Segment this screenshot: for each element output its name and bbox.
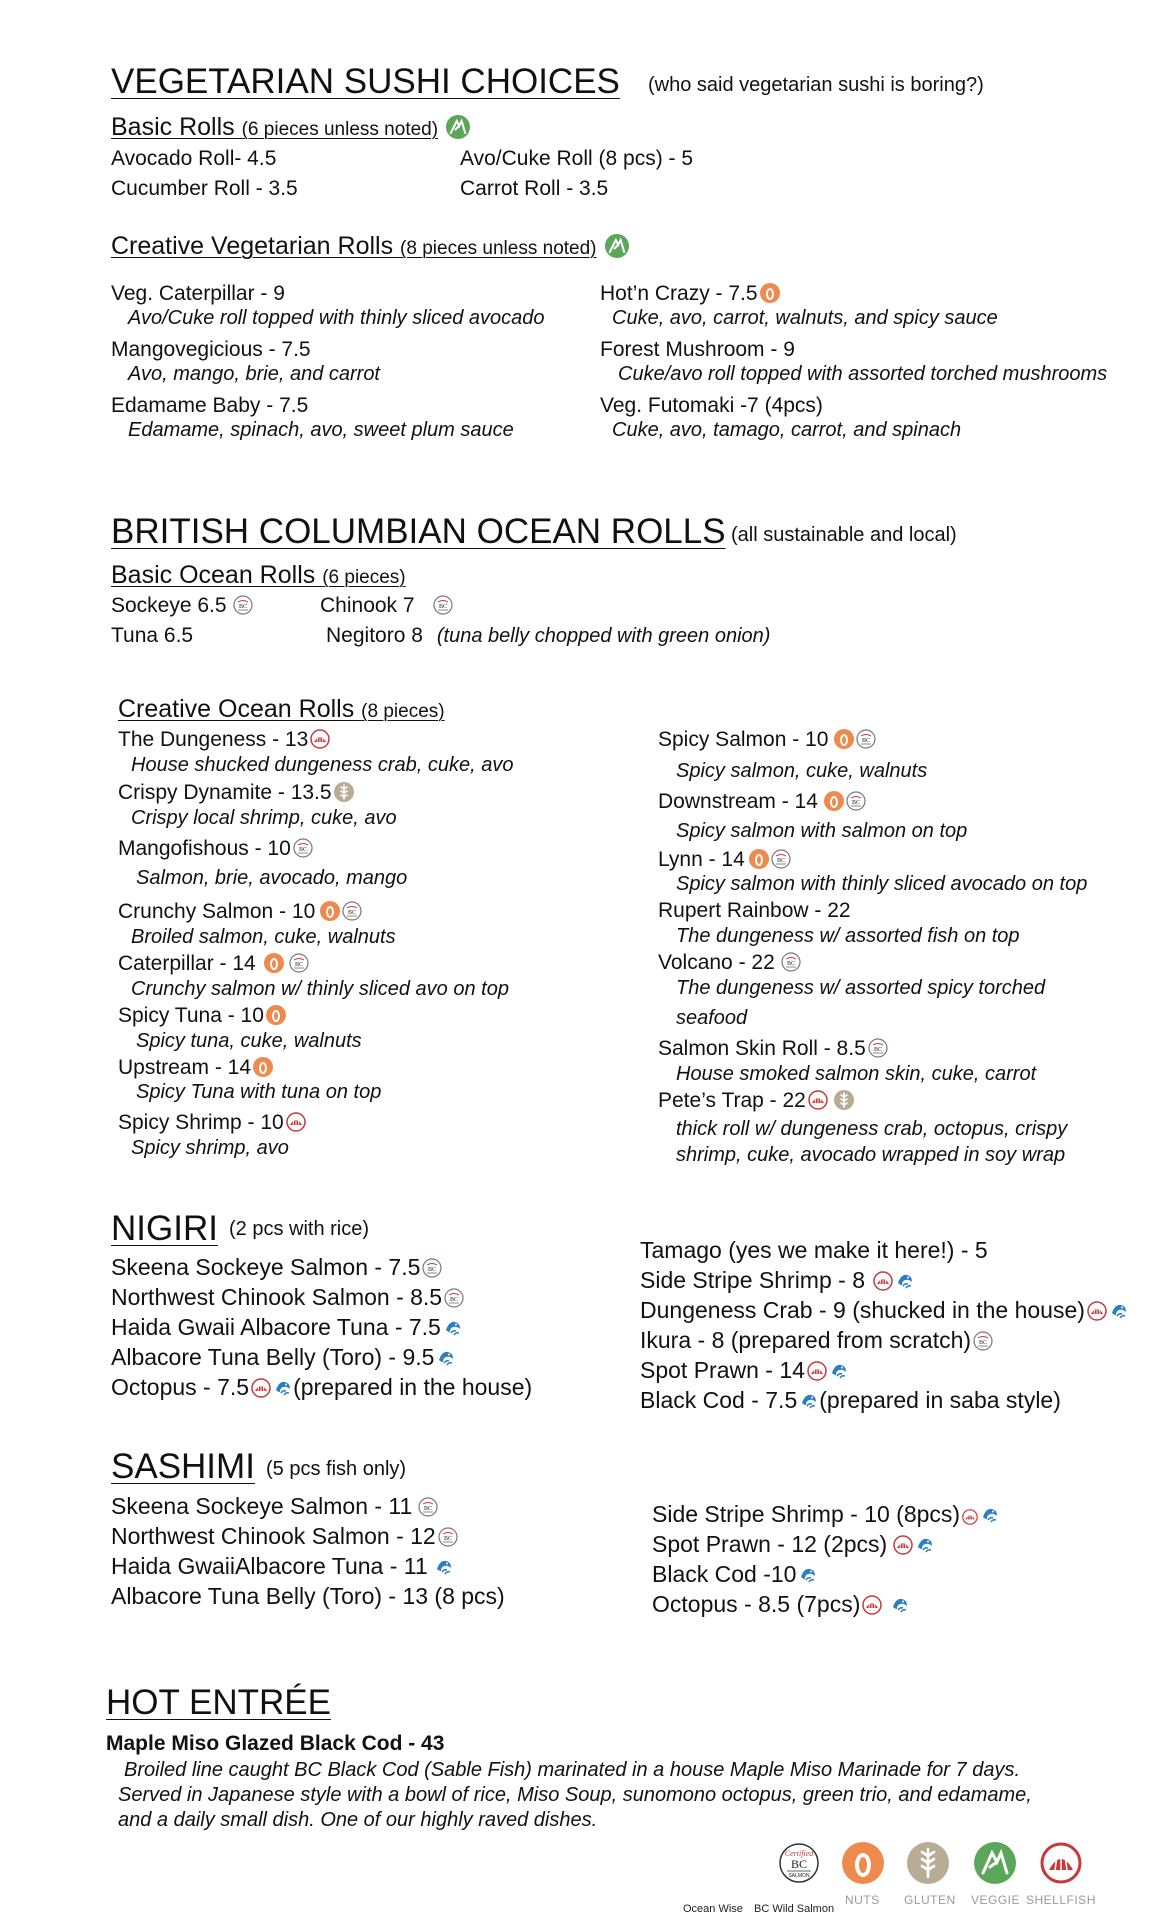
hot-dish-name: Maple Miso Glazed Black Cod - 43 xyxy=(106,1732,445,1755)
ocean-wise-icon xyxy=(799,1391,819,1411)
menu-item-desc: Spicy Tuna with tuna on top xyxy=(136,1081,382,1103)
svg-text:BC: BC xyxy=(786,961,795,967)
svg-text:BC: BC xyxy=(443,1536,452,1542)
shellfish-legend-label: SHELLFISH xyxy=(1026,1893,1096,1907)
menu-item-name: Black Cod -10 xyxy=(652,1560,818,1589)
bc-salmon-icon xyxy=(781,952,801,972)
menu-item-desc: Cuke, avo, tamago, carrot, and spinach xyxy=(612,419,962,441)
svg-text:BC: BC xyxy=(776,858,785,864)
ocean-wise-icon xyxy=(915,1535,935,1555)
gluten-legend-icon xyxy=(907,1842,949,1884)
menu-item-desc: House smoked salmon skin, cuke, carrot xyxy=(676,1063,1037,1085)
menu-item-name: Spot Prawn - 14 xyxy=(640,1356,849,1385)
menu-item-name: Salmon Skin Roll - 8.5 BC xyxy=(658,1036,888,1061)
menu-item-name: Crispy Dynamite - 13.5 xyxy=(118,780,354,805)
ocean-title: BRITISH COLUMBIAN OCEAN ROLLS xyxy=(111,512,726,551)
veggie-icon xyxy=(446,115,470,139)
ocean-wise-icon xyxy=(443,1318,463,1338)
menu-item-desc: Cuke, avo, carrot, walnuts, and spicy sauce xyxy=(612,307,998,329)
menu-item-name: Side Stripe Shrimp - 8 xyxy=(640,1266,915,1295)
veggie-legend-icon xyxy=(974,1842,1016,1884)
menu-item-name: Spicy Shrimp - 10 xyxy=(118,1110,306,1135)
ocean-wise-icon xyxy=(436,1348,456,1368)
hot-title: HOT ENTRÉE xyxy=(106,1683,331,1722)
menu-item-desc: shrimp, cuke, avocado wrapped in soy wrap xyxy=(676,1144,1066,1166)
menu-item-name: Crunchy Salmon - 10 BC xyxy=(118,899,362,924)
bc-salmon-icon xyxy=(418,1497,438,1517)
nuts-icon xyxy=(824,791,844,811)
menu-item-desc: Spicy salmon, cuke, walnuts xyxy=(676,760,928,782)
svg-text:BC: BC xyxy=(862,738,871,744)
veg-creative-title: Creative Vegetarian Rolls (8 pieces unless noted) xyxy=(111,232,629,261)
bc-salmon-icon xyxy=(856,729,876,749)
nuts-icon xyxy=(760,283,780,303)
bc-salmon-icon xyxy=(433,595,453,615)
veggie-icon xyxy=(605,234,629,258)
menu-item-name: Northwest Chinook Salmon - 12 BC xyxy=(111,1522,458,1551)
shellfish-icon xyxy=(1087,1301,1107,1321)
menu-item-name: Albacore Tuna Belly (Toro) - 13 (8 pcs) xyxy=(111,1583,505,1609)
menu-item-name: Haida GwaiiAlbacore Tuna - 11 xyxy=(111,1552,454,1581)
shellfish-icon xyxy=(808,1090,828,1110)
gluten-icon xyxy=(334,782,354,802)
veg-basic-title: Basic Rolls (6 pieces unless noted) xyxy=(111,113,470,142)
menu-item-desc: Crispy local shrimp, cuke, avo xyxy=(131,807,397,829)
svg-text:BC: BC xyxy=(790,1857,808,1871)
hot-dish-desc: Served in Japanese style with a bowl of rice, Miso Soup, sunomono octopus, green trio, and edamame, xyxy=(118,1784,1032,1806)
svg-text:BC: BC xyxy=(873,1047,882,1053)
nuts-icon xyxy=(253,1057,273,1077)
menu-item-name: Octopus - 8.5 (7pcs) xyxy=(652,1590,910,1619)
bc-salmon-icon xyxy=(342,901,362,921)
ocean-wise-icon xyxy=(434,1557,454,1577)
menu-item-desc: The dungeness w/ assorted spicy torched xyxy=(676,977,1046,999)
menu-item-name: The Dungeness - 13 xyxy=(118,727,330,752)
menu-item-desc: Spicy shrimp, avo xyxy=(131,1137,289,1159)
menu-item-name: Downstream - 14 BC xyxy=(658,789,866,814)
svg-text:BC: BC xyxy=(294,962,303,968)
svg-text:Certified: Certified xyxy=(784,1849,814,1858)
shellfish-icon xyxy=(962,1509,978,1525)
menu-item-name: Caterpillar - 14 BC xyxy=(118,951,309,976)
nuts-icon xyxy=(320,901,340,921)
menu-item-name: Veg. Futomaki -7 (4pcs) xyxy=(600,394,823,417)
menu-item-name: Spicy Salmon - 10 BC xyxy=(658,727,876,752)
menu-item-name: Side Stripe Shrimp - 10 (8pcs) xyxy=(652,1500,1000,1529)
menu-item-name: Tuna 6.5 xyxy=(111,624,194,647)
menu-item-name: Chinook 7 BC xyxy=(320,593,453,618)
svg-text:SALMON: SALMON xyxy=(788,1873,810,1879)
ocean-wise-legend-label: Ocean Wise xyxy=(683,1903,743,1915)
menu-item-name: Lynn - 14 BC xyxy=(658,847,791,872)
veggie-legend-label: VEGGIE xyxy=(971,1893,1021,1907)
svg-text:BC: BC xyxy=(428,1267,437,1273)
svg-text:BC: BC xyxy=(450,1297,459,1303)
shellfish-icon xyxy=(893,1535,913,1555)
menu-item-name: Hot’n Crazy - 7.5 xyxy=(600,281,780,306)
nigiri-title: NIGIRI xyxy=(111,1209,218,1248)
menu-item-name: Negitoro 8 (tuna belly chopped with green onion) xyxy=(326,624,771,647)
menu-item-desc: The dungeness w/ assorted fish on top xyxy=(676,925,1020,947)
bc-salmon-icon xyxy=(771,849,791,869)
menu-item-desc: Spicy salmon with thinly sliced avocado on top xyxy=(676,873,1088,895)
menu-item-name: Tamago (yes we make it here!) - 5 xyxy=(640,1237,988,1263)
menu-item-name: Rupert Rainbow - 22 xyxy=(658,899,851,922)
svg-text:BC: BC xyxy=(298,847,307,853)
bc-salmon-icon xyxy=(438,1527,458,1547)
nigiri-note: (2 pcs with rice) xyxy=(229,1218,370,1240)
shellfish-icon xyxy=(873,1271,893,1291)
veg-subtitle: (who said vegetarian sushi is boring?) xyxy=(648,74,984,96)
menu-item-desc: House shucked dungeness crab, cuke, avo xyxy=(131,754,514,776)
menu-item-name: Skeena Sockeye Salmon - 7.5 BC xyxy=(111,1253,442,1282)
shellfish-icon xyxy=(807,1361,827,1381)
menu-item-name: Northwest Chinook Salmon - 8.5 BC xyxy=(111,1283,464,1312)
menu-item-name: Veg. Caterpillar - 9 xyxy=(111,282,285,305)
shellfish-icon xyxy=(862,1595,882,1615)
ocean-wise-icon xyxy=(798,1565,818,1585)
menu-item-desc: Spicy salmon with salmon on top xyxy=(676,820,968,842)
menu-item-name: Spicy Tuna - 10 xyxy=(118,1003,286,1028)
svg-text:BC: BC xyxy=(238,604,247,610)
menu-item-name: Pete’s Trap - 22 xyxy=(658,1088,854,1113)
ocean-wise-icon xyxy=(1109,1301,1129,1321)
bc-salmon-icon xyxy=(422,1258,442,1278)
bc-salmon-icon xyxy=(233,595,253,615)
ocean-creative-title: Creative Ocean Rolls (8 pieces) xyxy=(118,695,445,723)
svg-text:BC: BC xyxy=(438,604,447,610)
nuts-icon xyxy=(749,849,769,869)
menu-item-name: Ikura - 8 (prepared from scratch) BC xyxy=(640,1326,993,1355)
menu-item-name: Upstream - 14 xyxy=(118,1055,273,1080)
veg-basic-item: Avocado Roll- 4.5 xyxy=(111,147,277,170)
svg-text:BC: BC xyxy=(424,1506,433,1512)
shellfish-icon xyxy=(286,1112,306,1132)
menu-item-desc: seafood xyxy=(676,1007,748,1029)
nuts-icon xyxy=(834,729,854,749)
ocean-wise-icon xyxy=(895,1271,915,1291)
nuts-legend-icon xyxy=(842,1842,884,1884)
hot-dish-desc: and a daily small dish. One of our highly raved dishes. xyxy=(118,1809,598,1831)
ocean-wise-icon xyxy=(829,1361,849,1381)
svg-text:BC: BC xyxy=(348,910,357,916)
ocean-basic-title: Basic Ocean Rolls (6 pieces) xyxy=(111,561,406,589)
menu-item-name: Mangofishous - 10 BC xyxy=(118,836,313,861)
veg-basic-item: Carrot Roll - 3.5 xyxy=(460,177,609,200)
shellfish-legend-icon xyxy=(1040,1842,1082,1884)
bc-salmon-icon xyxy=(289,953,309,973)
hot-dish-desc: Broiled line caught BC Black Cod (Sable Fish) marinated in a house Maple Miso Marinade for 7 days. xyxy=(124,1759,1020,1781)
bc-salmon-icon xyxy=(444,1288,464,1308)
shellfish-icon xyxy=(251,1378,271,1398)
veg-basic-item: Cucumber Roll - 3.5 xyxy=(111,177,298,200)
nuts-icon xyxy=(264,953,284,973)
menu-item-name: Skeena Sockeye Salmon - 11 BC xyxy=(111,1492,438,1521)
menu-item-desc: Avo, mango, brie, and carrot xyxy=(128,363,380,385)
gluten-legend-label: GLUTEN xyxy=(904,1893,956,1907)
ocean-wise-icon xyxy=(273,1378,293,1398)
shellfish-icon xyxy=(310,729,330,749)
bc-salmon-icon xyxy=(846,791,866,811)
bc-salmon-icon xyxy=(293,838,313,858)
menu-item-name: Dungeness Crab - 9 (shucked in the house) xyxy=(640,1296,1129,1325)
veg-basic-item: Avo/Cuke Roll (8 pcs) - 5 xyxy=(460,147,694,170)
menu-item-name: Haida Gwaii Albacore Tuna - 7.5 xyxy=(111,1313,463,1342)
nuts-legend-label: NUTS xyxy=(845,1893,880,1907)
bc-wild-salmon-legend-label: BC Wild Salmon xyxy=(754,1903,835,1915)
bc-salmon-icon xyxy=(973,1331,993,1351)
menu-item-name: Edamame Baby - 7.5 xyxy=(111,394,309,417)
menu-item-desc: Crunchy salmon w/ thinly sliced avo on top xyxy=(131,978,509,1000)
menu-item-desc: Spicy tuna, cuke, walnuts xyxy=(136,1030,362,1052)
menu-item-desc: Avo/Cuke roll topped with thinly sliced avocado xyxy=(128,307,545,329)
ocean-subtitle: (all sustainable and local) xyxy=(731,524,957,546)
menu-item-desc: Broiled salmon, cuke, walnuts xyxy=(131,926,396,948)
bc-salmon-legend-icon xyxy=(778,1842,820,1884)
menu-item-desc: thick roll w/ dungeness crab, octopus, crispy xyxy=(676,1118,1068,1140)
menu-item-name: Spot Prawn - 12 (2pcs) xyxy=(652,1530,935,1559)
menu-item-name: Sockeye 6.5 BC xyxy=(111,593,253,618)
bc-salmon-icon xyxy=(868,1038,888,1058)
sashimi-title: SASHIMI xyxy=(111,1447,255,1486)
gluten-icon xyxy=(834,1090,854,1110)
veg-title: VEGETARIAN SUSHI CHOICES xyxy=(111,62,620,101)
ocean-wise-icon xyxy=(980,1505,1000,1525)
sashimi-note: (5 pcs fish only) xyxy=(266,1458,407,1480)
menu-item-name: Octopus - 7.5 (prepared in the house) xyxy=(111,1374,533,1400)
menu-item-name: Mangovegicious - 7.5 xyxy=(111,338,311,361)
svg-text:BC: BC xyxy=(979,1340,988,1346)
menu-item-desc: Salmon, brie, avocado, mango xyxy=(136,867,408,889)
ocean-wise-icon xyxy=(890,1595,910,1615)
menu-item-desc: Cuke/avo roll topped with assorted torched mushrooms xyxy=(618,363,1108,385)
menu-item-name: Forest Mushroom - 9 xyxy=(600,338,795,361)
nuts-icon xyxy=(266,1005,286,1025)
menu-item-desc: Edamame, spinach, avo, sweet plum sauce xyxy=(128,419,514,441)
svg-text:BC: BC xyxy=(851,800,860,806)
menu-item-name: Volcano - 22 BC xyxy=(658,950,801,975)
menu-item-name: Albacore Tuna Belly (Toro) - 9.5 xyxy=(111,1343,456,1372)
menu-item-name: Black Cod - 7.5 (prepared in saba style) xyxy=(640,1387,1061,1413)
